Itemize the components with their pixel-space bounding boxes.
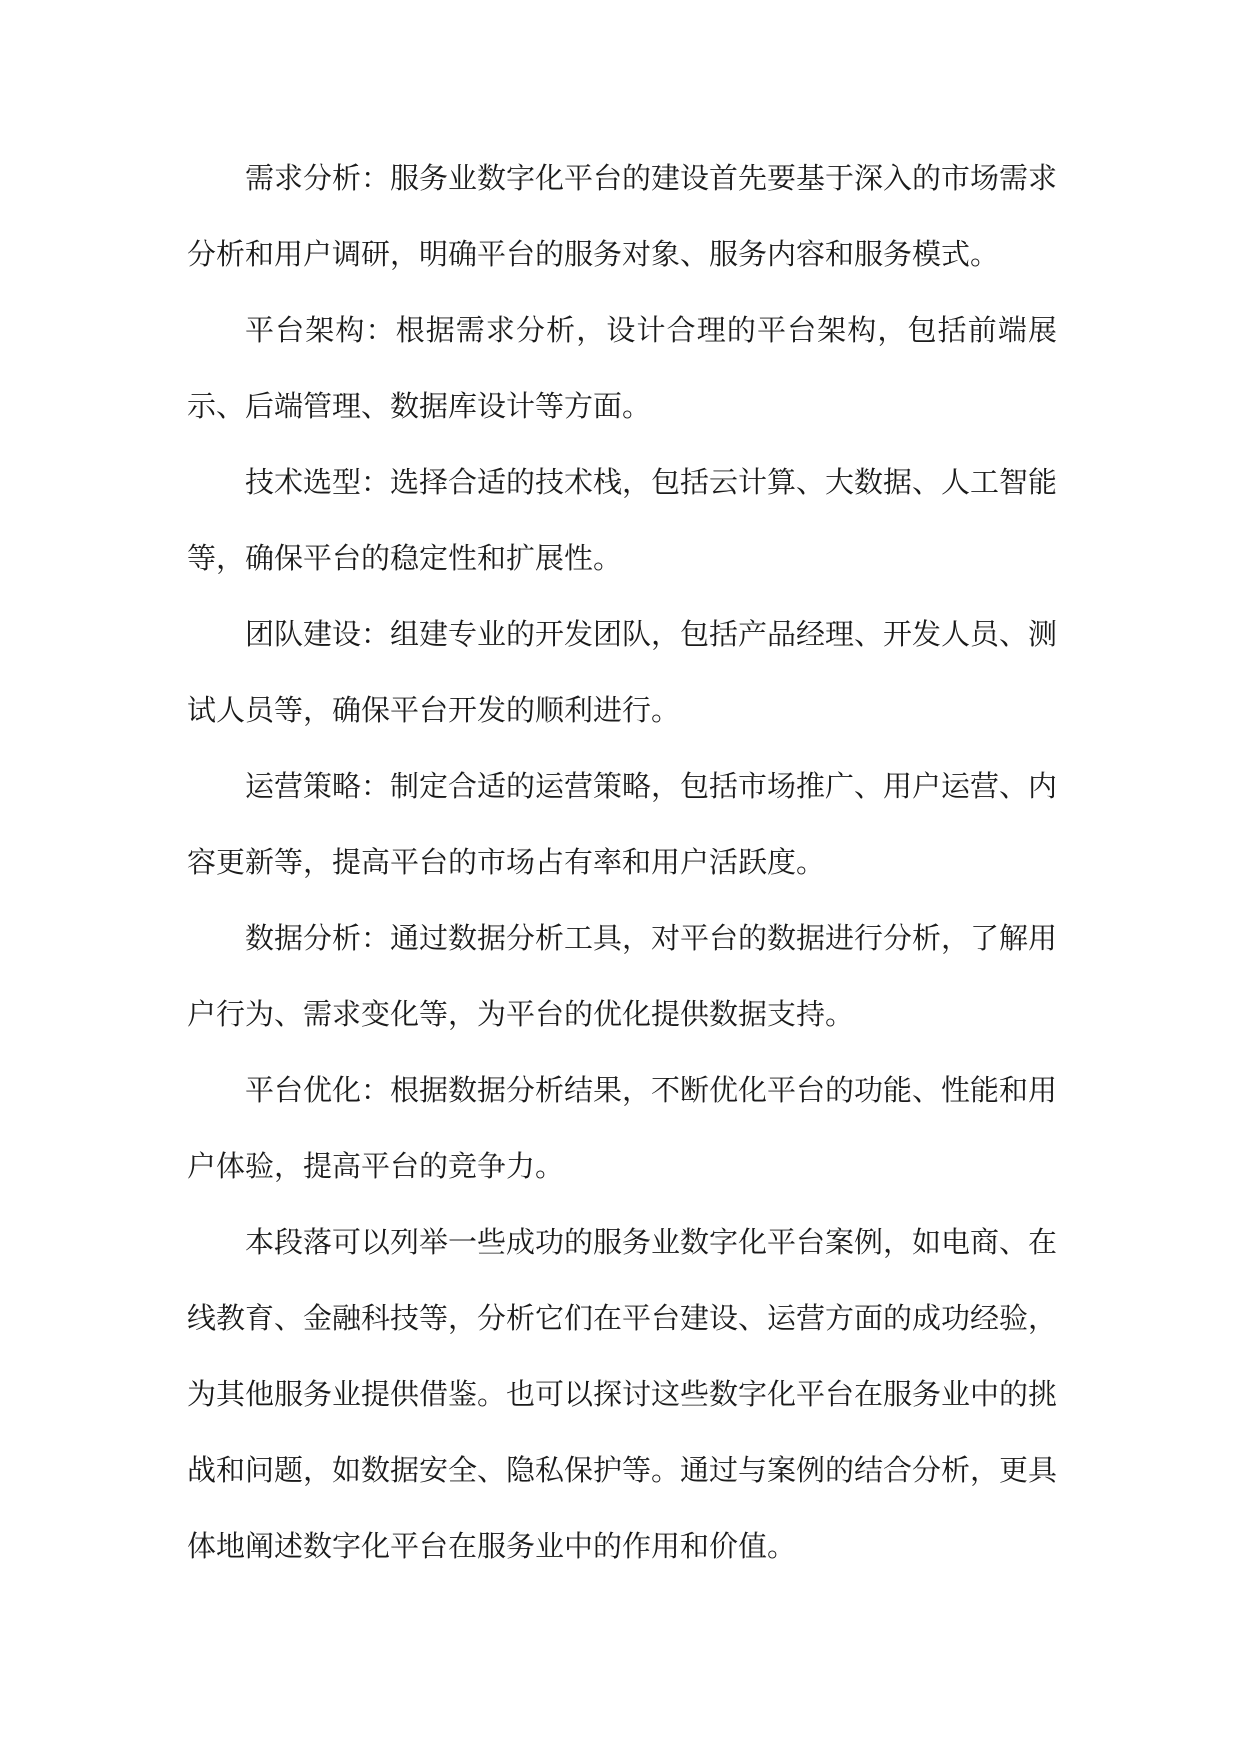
paragraph-case-studies: 本段落可以列举一些成功的服务业数字化平台案例，如电商、在线教育、金融科技等，分析它们在平台建设、运营方面的成功经验，为其他服务业提供借鉴。也可以探讨这些数字化平台在服务业中的挑战和问题，如数据安全、隐私保护等。通过与案例的结合分析，更具体地阐述数字化平台在服务业中的作用和价值。: [187, 1225, 1058, 1563]
paragraph-team-building: 团队建设：组建专业的开发团队，包括产品经理、开发人员、测试人员等，确保平台开发的顺利进行。: [187, 617, 1058, 727]
document-body: [187, 140, 1057, 1584]
paragraph-platform-optimization: 平台优化：根据数据分析结果，不断优化平台的功能、性能和用户体验，提高平台的竞争力。: [187, 1073, 1058, 1183]
paragraph-data-analysis: 数据分析：通过数据分析工具，对平台的数据进行分析，了解用户行为、需求变化等，为平台的优化提供数据支持。: [187, 921, 1058, 1031]
paragraph-platform-architecture: 平台架构：根据需求分析，设计合理的平台架构，包括前端展示、后端管理、数据库设计等方面。: [187, 313, 1057, 423]
paragraph-requirements-analysis: 需求分析：服务业数字化平台的建设首先要基于深入的市场需求分析和用户调研，明确平台的服务对象、服务内容和服务模式。: [187, 161, 1058, 271]
paragraph-operations-strategy: 运营策略：制定合适的运营策略，包括市场推广、用户运营、内容更新等，提高平台的市场占有率和用户活跃度。: [187, 769, 1058, 879]
paragraph-technology-selection: 技术选型：选择合适的技术栈，包括云计算、大数据、人工智能等，确保平台的稳定性和扩展性。: [187, 465, 1058, 575]
